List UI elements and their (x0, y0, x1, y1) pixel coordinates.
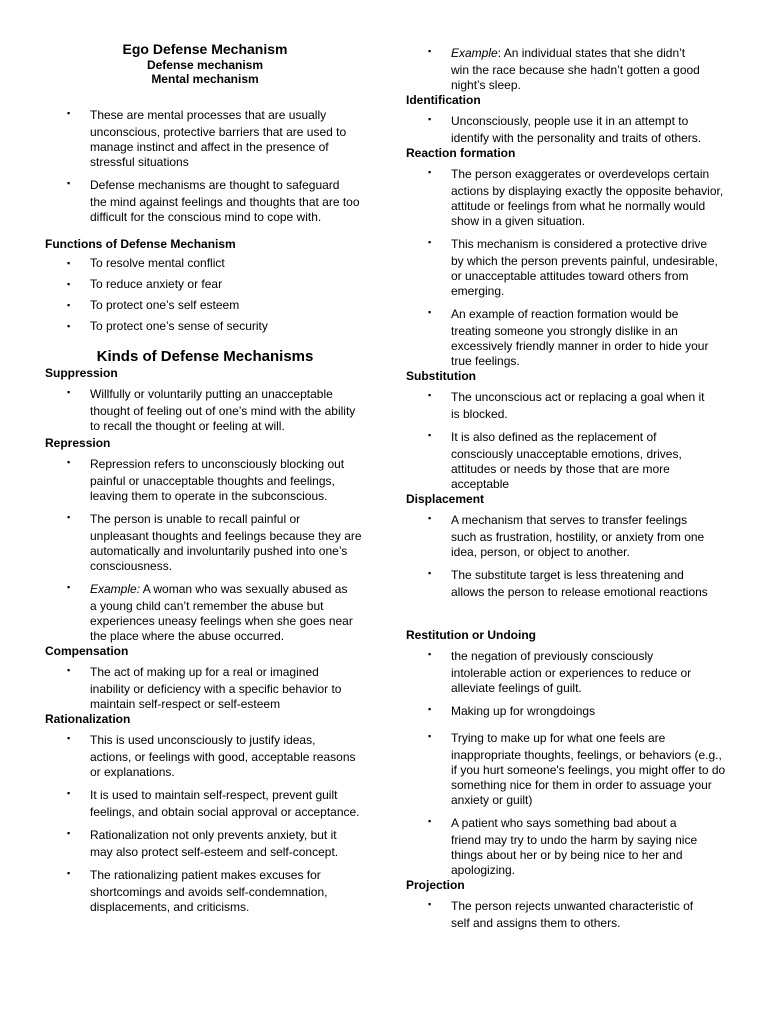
list-item: ▪ Making up for wrongdoings (406, 702, 728, 721)
list-item: ▪ The substitute target is less threatening and allows the person to release emotional reactions (406, 566, 728, 600)
rationalization-heading: Rationalization (45, 712, 131, 726)
list-item: ▪ To protect one’s self esteem (45, 298, 365, 313)
repression-heading: Repression (45, 436, 111, 450)
rationalization-example-list (406, 44, 728, 93)
compensation-list (45, 663, 365, 712)
substitution-list (406, 388, 728, 492)
displacement-heading: Displacement (406, 492, 485, 506)
restitution-heading: Restitution or Undoing (406, 628, 536, 642)
example-label: Example: (90, 582, 141, 596)
list-item: ▪ Example: An individual states that she didn’t win the race because she hadn’t gotten a good night’s sleep. (406, 44, 728, 93)
list-item: ▪ This is used unconsciously to justify ideas, actions, or feelings with good, acceptable reasons or explanations. (45, 731, 365, 780)
identification-heading: Identification (406, 93, 481, 107)
subtitle-mental-mechanism: Mental mechanism (151, 72, 259, 86)
list-item: ▪ The person rejects unwanted characteristic of self and assigns them to others. (406, 897, 728, 931)
rationalization-list (45, 731, 365, 915)
list-item: ▪ It is used to maintain self-respect, prevent guilt feelings, and obtain social approval or acceptance. (45, 786, 365, 820)
list-item: ▪ It is also defined as the replacement of consciously unacceptable emotions, drives, attitudes or needs by those that are more acceptable (406, 428, 728, 492)
right-column (406, 0, 728, 937)
list-item: ▪ Example: A woman who was sexually abused as a young child can’t remember the abuse but experiences uneasy feelings when she goes near the place where the abuse occurred. (45, 580, 365, 644)
list-item: ▪ These are mental processes that are usually unconscious, protective barriers that are used to manage instinct and affect in the presence of stressful situations (45, 106, 365, 170)
list-item: ▪ This mechanism is considered a protective drive by which the person prevents painful, undesirable, or unacceptable attitudes toward others from emerging. (406, 235, 728, 299)
restitution-list (406, 647, 728, 878)
list-item: ▪ A patient who says something bad about a friend may try to undo the harm by saying nice things about her or by being nice to her and apologizing. (406, 814, 728, 878)
left-column (45, 0, 365, 921)
list-item: ▪ An example of reaction formation would be treating someone you strongly dislike in an excessively friendly manner in order to hide your true feelings. (406, 305, 728, 369)
list-item: ▪ Trying to make up for what one feels are inappropriate thoughts, feelings, or behaviors (e.g., if you hurt someone's feelings, you might offer to do something nice for them in order to assuage your anxiety or guilt) (406, 729, 728, 808)
list-item: ▪ A mechanism that serves to transfer feelings such as frustration, hostility, or anxiety from one idea, person, or object to another. (406, 511, 728, 560)
document-title: Ego Defense Mechanism (122, 41, 288, 57)
projection-list (406, 897, 728, 931)
suppression-list (45, 385, 365, 434)
list-item: ▪ Unconsciously, people use it in an attempt to identify with the personality and traits of others. (406, 112, 728, 146)
list-item: ▪ To resolve mental conflict (45, 256, 365, 271)
list-item: ▪ Willfully or voluntarily putting an unacceptable thought of feeling out of one’s mind with the ability to recall the thought or feeling at will. (45, 385, 365, 434)
subtitle-defense-mechanism: Defense mechanism (146, 58, 264, 72)
list-item: ▪ The person is unable to recall painful or unpleasant thoughts and feelings because they are automatically and involuntarily pushed into one’s consciousness. (45, 510, 365, 574)
list-item: ▪ The unconscious act or replacing a goal when it is blocked. (406, 388, 728, 422)
repression-list (45, 455, 365, 644)
kinds-title: Kinds of Defense Mechanisms (96, 348, 314, 365)
compensation-heading: Compensation (45, 644, 129, 658)
suppression-heading: Suppression (45, 366, 118, 380)
identification-list (406, 112, 728, 146)
functions-heading: Functions of Defense Mechanism (45, 237, 236, 251)
intro-list (45, 106, 365, 225)
list-item: ▪ The act of making up for a real or imagined inability or deficiency with a specific behavior to maintain self-respect or self-esteem (45, 663, 365, 712)
list-item: ▪ Defense mechanisms are thought to safeguard the mind against feelings and thoughts that are too difficult for the conscious mind to cope with. (45, 176, 365, 225)
list-item: ▪ To reduce anxiety or fear (45, 277, 365, 292)
list-item: ▪ To protect one’s sense of security (45, 319, 365, 334)
example-label: Example (451, 46, 498, 60)
list-item: ▪ Repression refers to unconsciously blocking out painful or unacceptable thoughts and feelings, leaving them to operate in the subconscious. (45, 455, 365, 504)
reaction-formation-heading: Reaction formation (406, 146, 516, 160)
list-item: ▪ the negation of previously consciously intolerable action or experiences to reduce or alleviate feelings of guilt. (406, 647, 728, 696)
list-item: ▪ The person exaggerates or overdevelops certain actions by displaying exactly the opposite behavior, attitude or feelings from what he normally would show in a given situation. (406, 165, 728, 229)
functions-list (45, 256, 365, 334)
displacement-list (406, 511, 728, 600)
substitution-heading: Substitution (406, 369, 476, 383)
list-item: ▪ Rationalization not only prevents anxiety, but it may also protect self-esteem and self-concept. (45, 826, 365, 860)
reaction-formation-list (406, 165, 728, 369)
projection-heading: Projection (406, 878, 465, 892)
list-item: ▪ The rationalizing patient makes excuses for shortcomings and avoids self-condemnation, displacements, and criticisms. (45, 866, 365, 915)
